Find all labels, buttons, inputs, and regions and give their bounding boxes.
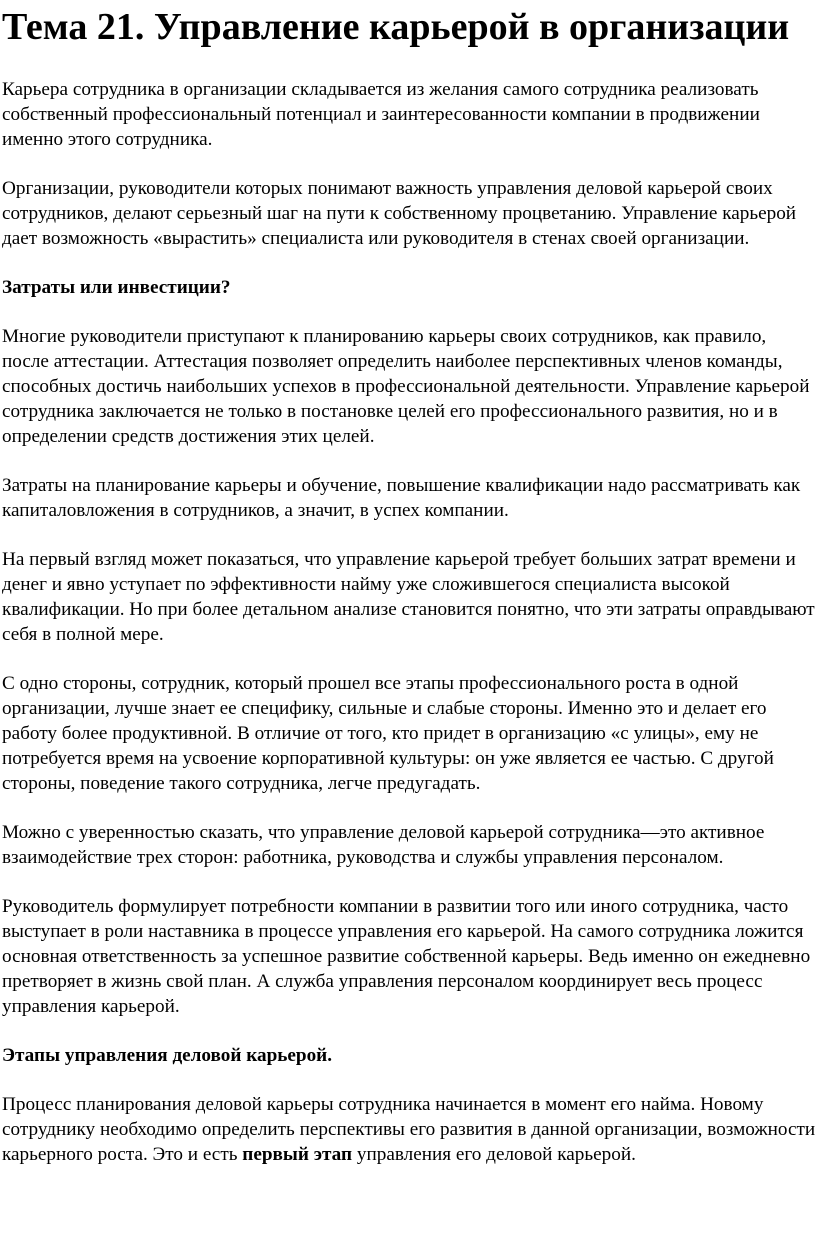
paragraph-first-glance: На первый взгляд может показаться, что управление карьерой требует больших затрат времени и денег и явно уступает по эффективности найму уже сложившегося специалиста высокой квалификации. Но при более детальном анализе становится понятно, что эти затраты оправдывают себя в полной мере. bbox=[2, 549, 815, 645]
paragraph-manager-role: Руководитель формулирует потребности компании в развитии того или иного сотрудника, часто выступает в роли наставника в процессе управления его карьерой. На самого сотрудника ложится основная ответственность за успешное развитие собственной карьеры. Ведь именно он ежедневно претворяет в жизнь свой план. А служба управления персоналом координирует весь процесс управления карьерой. bbox=[2, 896, 811, 1017]
intro-paragraph-1: Карьера сотрудника в организации складывается из желания самого сотрудника реализовать собственный профессиональный потенциал и заинтересованности компании в продвижении именно этого сотрудника. bbox=[2, 79, 760, 150]
intro-paragraph-2: Организации, руководители которых понимают важность управления деловой карьерой своих сотрудников, делают серьезный шаг на пути к собственному процветанию. Управление карьерой дает возможность «вырастить» специалиста или руководителя в стенах своей организации. bbox=[2, 178, 797, 249]
paragraph-capital-investment: Затраты на планирование карьеры и обучение, повышение квалификации надо рассматривать как капиталовложения в сотрудников, а значит, в успех компании. bbox=[2, 475, 801, 521]
heading-costs-or-investments: Затраты или инвестиции? bbox=[2, 277, 231, 298]
paragraph-one-side: С одно стороны, сотрудник, который прошел все этапы профессионального роста в одной организации, лучше знает ее специфику, сильные и слабые стороны. Именно это и делает его работу более продуктивной. В отличие от того, кто придет в организацию «с улицы», ему не потребуется время на усвоение корпоративной культуры: он уже является ее частью. С другой стороны, поведение такого сотрудника, легче предугадать. bbox=[2, 673, 774, 794]
paragraph-first-stage bbox=[2, 1092, 816, 1167]
paragraph-first-stage-part-1: Процесс планирования деловой карьеры сотрудника начинается в момент его найма. Новому сотруднику необходимо определить перспективы его развития в данной организации, возможности карьерного роста. Это и есть bbox=[2, 1094, 816, 1165]
paragraph-attestation: Многие руководители приступают к планированию карьеры своих сотрудников, как правило, после аттестации. Аттестация позволяет определить наиболее перспективных членов команды, способных достичь наибольших успехов в профессиональной деятельности. Управление карьерой сотрудника заключается не только в постановке целей его профессионального развития, но и в определении средств достижения этих целей. bbox=[2, 326, 810, 447]
paragraph-three-sides: Можно с уверенностью сказать, что управление деловой карьерой сотрудника—это активное взаимодействие трех сторон: работника, руководства и службы управления персоналом. bbox=[2, 822, 765, 868]
paragraph-first-stage-part-3: управления его деловой карьерой. bbox=[352, 1144, 636, 1165]
heading-career-stages: Этапы управления деловой карьерой. bbox=[2, 1045, 333, 1066]
first-stage-emphasis: первый этап bbox=[242, 1144, 353, 1165]
document-title: Тема 21. Управление карьерой в организации bbox=[2, 6, 790, 48]
